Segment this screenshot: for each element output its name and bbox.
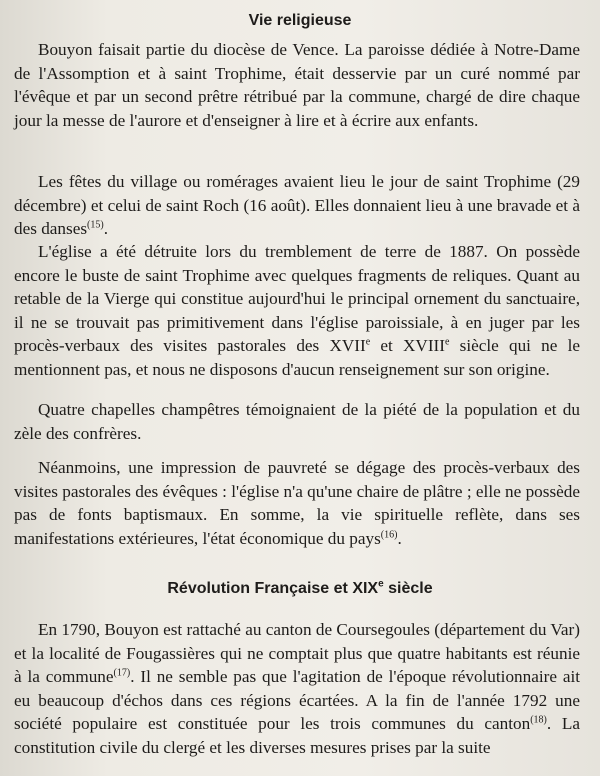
- paragraph-text: Bouyon faisait partie du diocèse de Vence. La paroisse dédiée à Notre-Dame de l'Assomption et à saint Trophime, était desservie par un curé nommé par l'évêque et par un second prêtre rétribué par la commune, chargé de dire chaque jour la messe de l'aurore et d'enseigner à lire et à écrire aux enfants.: [14, 40, 580, 130]
- heading-text: Révolution Française et XIX: [167, 580, 379, 597]
- footnote-ref: (16): [380, 529, 398, 541]
- paragraph-text: L'église a été détruite lors du tremblement de terre de 1887. On possède encore le buste de saint Trophime avec quelques fragments de reliques. Quant au retable de la Vierge qui constitue aujourd'hui le principal ornement du sanctuaire, il ne se trouvait pas primitivement dans l'église paroissiale, à en juger par les procès-verbaux des visites pastorales des XVII: [14, 242, 580, 356]
- section-heading-vie-religieuse: [0, 12, 600, 30]
- paragraph-text: Les fêtes du village ou romérages avaient lieu le jour de saint Trophime (29 décembre) et celui de saint Roch (16 août). Elles donnaient lieu à une bravade et à des danses: [14, 172, 580, 239]
- section-heading-revolution: Révolution Française et XIXe siècle: [167, 578, 433, 597]
- heading-text: Vie religieuse: [248, 12, 352, 29]
- paragraph: L'église a été détruite lors du tremblement de terre de 1887. On possède encore le buste de saint Trophime avec quelques fragments de reliques. Quant au retable de la Vierge qui constitue aujourd'hui le principal ornement du sanctuaire, il ne se trouvait pas primitivement dans l'église paroissiale, à en juger par les procès-verbaux des visites pastorales des XVIIe et XVIIIe siècle qui ne le mentionnent pas, et nous ne disposons d'aucun renseignement sur son origine.: [14, 242, 580, 379]
- footnote-ref: (18): [530, 714, 547, 726]
- footnote-ref: (17): [113, 667, 131, 679]
- paragraph-text: Il ne semble pas que l'agitation de l'époque révolutionnaire ait eu beaucoup d'échos dans ces régions écartées. A la fin de l'année 1792 une société populaire est constituée pour les trois communes du canton: [14, 667, 581, 734]
- paragraph-text: Néanmoins, une impression de pauvreté se dégage des procès-verbaux des visites pastorales des évêques : l'église n'a qu'une chaire de plâtre ; elle ne possède pas de fonts baptismaux. En somme, la vie spirituelle reflète, dans ses manifestations extérieures, l'état économique du pays: [14, 458, 580, 548]
- paragraph: En 1790, Bouyon est rattaché au canton de Coursegoules (département du Var) et la localité de Fougassières qui ne comptait plus que quatre habitants est réunie à la commune$^{(17)}$. Il ne semble pas que l'agitation de l'époque révolutionnaire ait eu beaucoup d'échos dans ces régions écartées. A la fin de l'année 1792 une société populaire est constituée pour les trois communes du canton$^{(18)}$. La constitution civile du clergé et les diverses mesures prises par la suite: [14, 620, 581, 757]
- paragraph-text: Quatre chapelles champêtres témoignaient de la piété de la population et du zèle des confrères.: [14, 400, 580, 443]
- paragraph-text: La constitution civile du clergé et les diverses mesures prises par la suite: [14, 714, 580, 757]
- paragraph: Néanmoins, une impression de pauvreté se dégage des procès-verbaux des visites pastorales des évêques : l'église n'a qu'une chaire de plâtre ; elle ne possède pas de fonts baptismaux. En somme, la vie spirituelle reflète, dans ses manifestations extérieures, l'état économique du pays$^{(16)}$.: [14, 458, 580, 548]
- paragraph: [14, 398, 580, 445]
- paragraph: Les fêtes du village ou romérages avaient lieu le jour de saint Trophime (29 décembre) et celui de saint Roch (16 août). Elles donnaient lieu à une bravade et à des danses$^{(15)}$.: [14, 172, 580, 239]
- paragraph-text: En 1790, Bouyon est rattaché au canton de Coursegoules (département du Var) et la localité de Fougassières qui ne comptait plus que quatre habitants est réunie à la commune: [14, 620, 580, 687]
- footnote-ref: (15): [87, 219, 104, 231]
- paragraph: [14, 38, 580, 132]
